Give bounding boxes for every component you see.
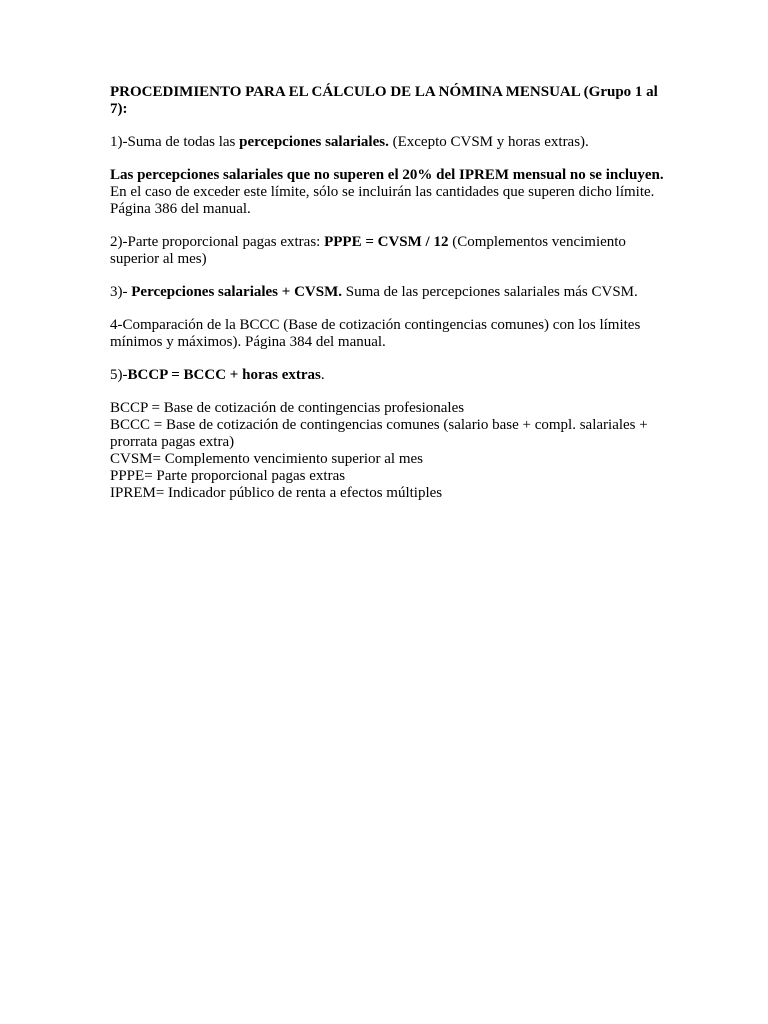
step-1-suffix: (Excepto CVSM y horas extras).	[388, 134, 589, 150]
step-2-bold: PPPE = CVSM / 12	[324, 234, 449, 250]
glossary-item-iprem: IPREM= Indicador público de renta a efectos múltiples	[110, 485, 443, 501]
glossary	[110, 400, 670, 502]
step-1-prefix: 1)-Suma de todas las	[110, 134, 240, 150]
step-1	[110, 134, 670, 151]
iprem-note-bold: Las percepciones salariales que no superen el 20% del IPREM mensual no se incluyen.	[110, 167, 664, 183]
document-title	[110, 84, 670, 118]
step-1-bold: percepciones salariales.	[239, 134, 389, 150]
iprem-note-line-2: Página 386 del manual.	[110, 201, 251, 217]
step-2	[110, 234, 670, 268]
iprem-note	[110, 167, 670, 218]
step-4	[110, 317, 670, 351]
glossary-item-bccp: BCCP = Base de cotización de contingencias profesionales	[110, 400, 465, 416]
step-3-suffix: Suma de las percepciones salariales más CVSM.	[341, 284, 638, 300]
glossary-item-pppe: PPPE= Parte proporcional pagas extras	[110, 468, 346, 484]
step-5	[110, 367, 670, 384]
step-3-prefix: 3)-	[110, 284, 132, 300]
step-5-bold: BCCP = BCCC + horas extras	[127, 367, 321, 383]
step-3-bold: Percepciones salariales + CVSM.	[131, 284, 342, 300]
document-page	[110, 84, 670, 518]
step-5-suffix: .	[320, 367, 325, 383]
step-2-prefix: 2)-Parte proporcional pagas extras:	[110, 234, 325, 250]
iprem-note-line-1: En el caso de exceder este límite, sólo se incluirán las cantidades que superen dicho límite.	[110, 184, 655, 200]
glossary-item-cvsm: CVSM= Complemento vencimiento superior al mes	[110, 451, 424, 467]
title-text: PROCEDIMIENTO PARA EL CÁLCULO DE LA NÓMINA MENSUAL (Grupo 1 al 7):	[110, 84, 658, 117]
step-2-suffix: (Complementos vencimiento superior al mes)	[110, 234, 626, 267]
step-4-text: 4-Comparación de la BCCC (Base de cotización contingencias comunes) con los límites mínimos y máximos). Página 384 del manual.	[110, 317, 641, 350]
glossary-item-bccc: BCCC = Base de cotización de contingencias comunes (salario base + compl. salariales + prorrata pagas extra)	[110, 417, 648, 450]
step-5-prefix: 5)-	[110, 367, 128, 383]
step-3	[110, 284, 670, 301]
